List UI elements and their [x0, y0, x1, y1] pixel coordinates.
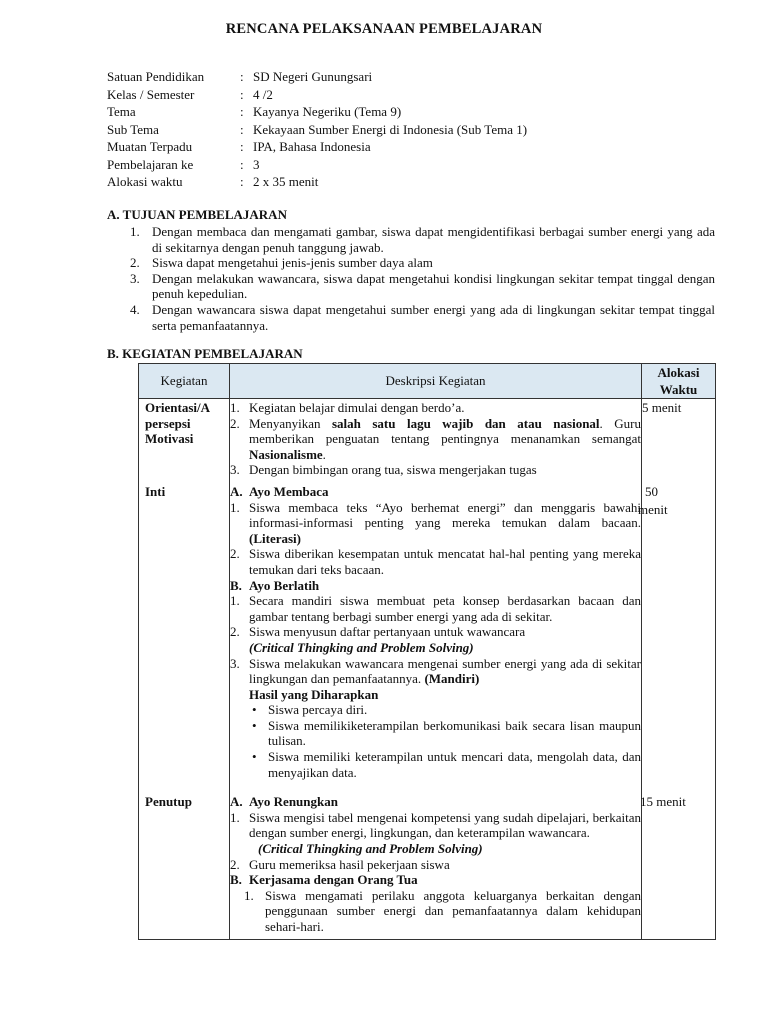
skill-tag: (Critical Thingking and Problem Solving)	[258, 841, 483, 857]
activity-item	[230, 400, 641, 416]
stage-label: Penutup	[145, 794, 192, 810]
stage-label	[139, 399, 229, 447]
identity-block	[107, 69, 527, 192]
activity-text: .	[322, 446, 326, 462]
identity-separator: :	[240, 69, 244, 84]
activity-item	[230, 500, 641, 547]
identity-value: SD Negeri Gunungsari	[253, 69, 373, 84]
objective-text: Dengan melakukan wawancara, siswa dapat mengetahui kondisi lingkungan sekitar tempat tinggal dengan penuh kepedulian.	[152, 270, 715, 302]
activity-number: 2.	[230, 415, 240, 431]
identity-separator: :	[240, 174, 244, 189]
objective-number: 4.	[130, 301, 140, 317]
time-allocation: 15 menit	[640, 794, 686, 810]
identity-separator: :	[240, 156, 244, 172]
activity-text-bold: (Mandiri)	[424, 671, 480, 687]
section-a-heading: A. TUJUAN PEMBELAJARAN	[107, 207, 287, 222]
header-deskripsi: Deskripsi Kegiatan	[230, 364, 642, 399]
objective-number: 2.	[130, 255, 140, 271]
identity-label: Satuan Pendidikan	[107, 69, 205, 84]
identity-row	[107, 69, 527, 87]
objective-number: 1.	[130, 224, 140, 239]
activity-item	[230, 656, 641, 687]
header-waktu-line: Waktu	[659, 382, 698, 397]
document-title: RENCANA PELAKSANAAN PEMBELAJARAN	[225, 21, 543, 37]
identity-value: 2 x 35 menit	[253, 174, 319, 189]
stage-label-line: persepsi	[145, 415, 191, 431]
identity-separator: :	[240, 139, 244, 154]
time-allocation: 5 menit	[642, 400, 682, 415]
stage-cell	[139, 399, 230, 484]
activity-item	[230, 810, 641, 841]
identity-label: Tema	[107, 104, 136, 119]
heading-text: Ayo Renungkan	[249, 794, 338, 810]
activity-item	[230, 857, 641, 873]
identity-value: 3	[253, 156, 260, 172]
objective-text: Dengan membaca dan mengamati gambar, siswa dapat mengidentifikasi berbagai sumber energi yang ada di sekitarnya dengan penuh tanggung jawab.	[152, 224, 715, 255]
heading-letter: A.	[230, 483, 243, 499]
objective-item	[130, 224, 715, 255]
identity-label: Muatan Terpadu	[107, 139, 193, 154]
expected-results-heading: Hasil yang Diharapkan	[249, 686, 379, 702]
time-allocation: 50	[645, 483, 658, 499]
time-cell	[642, 794, 716, 939]
activity-number: 2.	[230, 856, 240, 872]
activity-text: Siswa menyusun daftar pertanyaan untuk wawancara	[249, 624, 526, 640]
activity-number: 2.	[230, 546, 240, 562]
identity-row	[107, 157, 527, 175]
description-cell	[230, 399, 642, 484]
heading-letter: B.	[230, 872, 242, 888]
identity-value: 4 /2	[253, 86, 273, 102]
activity-item	[230, 624, 641, 640]
table-row-pembuka	[139, 399, 716, 484]
objective-item	[130, 255, 715, 271]
header-kegiatan: Kegiatan	[139, 364, 230, 399]
identity-separator: :	[240, 121, 244, 137]
heading-text: Ayo Berlatih	[249, 577, 320, 593]
heading-letter: B.	[230, 577, 242, 593]
activity-text: Kegiatan belajar dimulai dengan berdo’a.	[249, 400, 465, 415]
activity-text: Siswa diberikan kesempatan untuk mencatat hal-hal penting yang mereka temukan dari teks bacaan.	[249, 546, 641, 577]
activity-number: 1.	[230, 809, 240, 825]
time-cell	[642, 399, 716, 484]
activity-text-bold: salah satu lagu wajib dan atau nasional	[331, 415, 600, 431]
objective-item	[130, 302, 715, 333]
activity-item	[230, 416, 641, 463]
activity-text: Dengan bimbingan orang tua, siswa mengerjakan tugas	[249, 462, 537, 478]
identity-label: Alokasi waktu	[107, 174, 183, 189]
activities-table	[138, 363, 716, 940]
activity-heading	[230, 578, 641, 594]
activity-heading	[230, 872, 641, 888]
identity-row	[107, 174, 527, 192]
activity-number: 1.	[244, 887, 254, 903]
activity-text: Siswa mengamati perilaku anggota keluarganya berkaitan dengan penggunaan sumber energi dan pemanfaatannya dalam kehidupan sehari-hari.	[265, 887, 641, 934]
activity-item	[230, 888, 641, 935]
description-cell	[230, 484, 642, 794]
stage-label-line: Orientasi/A	[145, 400, 210, 415]
table-row-penutup	[139, 794, 716, 939]
identity-separator: :	[240, 104, 244, 119]
stage-cell	[139, 794, 230, 939]
header-alokasi-waktu	[642, 364, 716, 399]
identity-label: Pembelajaran ke	[107, 156, 194, 172]
heading-text: Ayo Membaca	[249, 483, 329, 499]
identity-label: Kelas / Semester	[107, 86, 195, 102]
activity-number: 2.	[230, 624, 240, 640]
activity-text: Siswa mengisi tabel mengenai kompetensi yang sudah dipelajari, berkaitan dengan sumber energi, lingkungan, dan keterampilan wawancara.	[249, 809, 641, 841]
activity-text-bold: Nasionalisme	[249, 446, 323, 462]
expected-result-item: • Siswa percaya diri.	[230, 702, 641, 718]
identity-row	[107, 139, 527, 157]
activity-item	[230, 593, 641, 624]
identity-row	[107, 122, 527, 140]
activity-heading	[230, 794, 641, 810]
section-b-heading: B. KEGIATAN PEMBELAJARAN	[107, 346, 303, 361]
activity-text: Menyanyikan	[249, 415, 332, 431]
identity-value: IPA, Bahasa Indonesia	[253, 139, 371, 154]
description-cell	[230, 794, 642, 939]
activity-item	[230, 546, 641, 577]
identity-separator: :	[240, 86, 244, 102]
activity-heading	[230, 484, 641, 500]
activity-text: Siswa membaca teks “Ayo berhemat energi” dan menggaris bawahi informasi-informasi penting yang mereka temukan dalam bacaan.	[249, 499, 641, 531]
activity-number: 1.	[230, 593, 240, 609]
table-header-row	[139, 364, 716, 399]
objective-item	[130, 271, 715, 302]
activity-number: 1.	[230, 400, 240, 415]
objective-number: 3.	[130, 270, 140, 286]
activity-item	[230, 462, 641, 478]
heading-text: Kerjasama dengan Orang Tua	[249, 872, 418, 888]
activity-text: Guru memeriksa hasil pekerjaan siswa	[249, 856, 450, 872]
expected-result-item: • Siswa memilikiketerampilan berkomunikasi baik secara lisan maupun tulisan.	[230, 718, 641, 749]
activity-number: 1.	[230, 499, 240, 515]
time-cell	[638, 483, 716, 794]
expected-result-item: • Siswa memiliki keterampilan untuk mencari data, mengolah data, dan menyajikan data.	[230, 749, 641, 780]
activity-text-bold: (Literasi)	[249, 530, 301, 546]
activity-text: . Guru memberikan penguatan tentang pentingnya menanamkan semangat	[249, 415, 641, 447]
stage-cell	[139, 484, 230, 794]
objective-text: Siswa dapat mengetahui jenis-jenis sumber daya alam	[152, 255, 433, 271]
activity-number: 3.	[230, 655, 240, 671]
time-allocation-unit: menit	[638, 501, 668, 517]
learning-objectives-list	[130, 224, 715, 333]
header-alokasi-line: Alokasi	[657, 365, 700, 380]
objective-text: Dengan wawancara siswa dapat mengetahui sumber energi yang ada di lingkungan sekitar tempat tinggal serta pemanfaatannya.	[152, 301, 715, 333]
stage-label-line: Motivasi	[145, 431, 194, 447]
identity-value: Kayanya Negeriku (Tema 9)	[253, 104, 402, 119]
identity-row	[107, 104, 527, 122]
identity-label: Sub Tema	[107, 121, 159, 137]
table-row-inti	[139, 484, 716, 794]
heading-letter: A.	[230, 794, 243, 810]
identity-row	[107, 87, 527, 105]
activity-text: Siswa melakukan wawancara mengenai sumber energi yang ada di sekitar lingkungan dan pemanfaatannya.	[249, 655, 641, 687]
activity-number: 3.	[230, 462, 240, 478]
activity-text: Secara mandiri siswa membuat peta konsep berdasarkan bacaan dan gambar tentang berbagi sumber energi yang ada di sekitar.	[249, 593, 641, 624]
identity-value: Kekayaan Sumber Energi di Indonesia (Sub Tema 1)	[253, 121, 528, 137]
stage-label: Inti	[145, 483, 166, 499]
skill-tag: (Critical Thingking and Problem Solving)	[249, 639, 474, 655]
